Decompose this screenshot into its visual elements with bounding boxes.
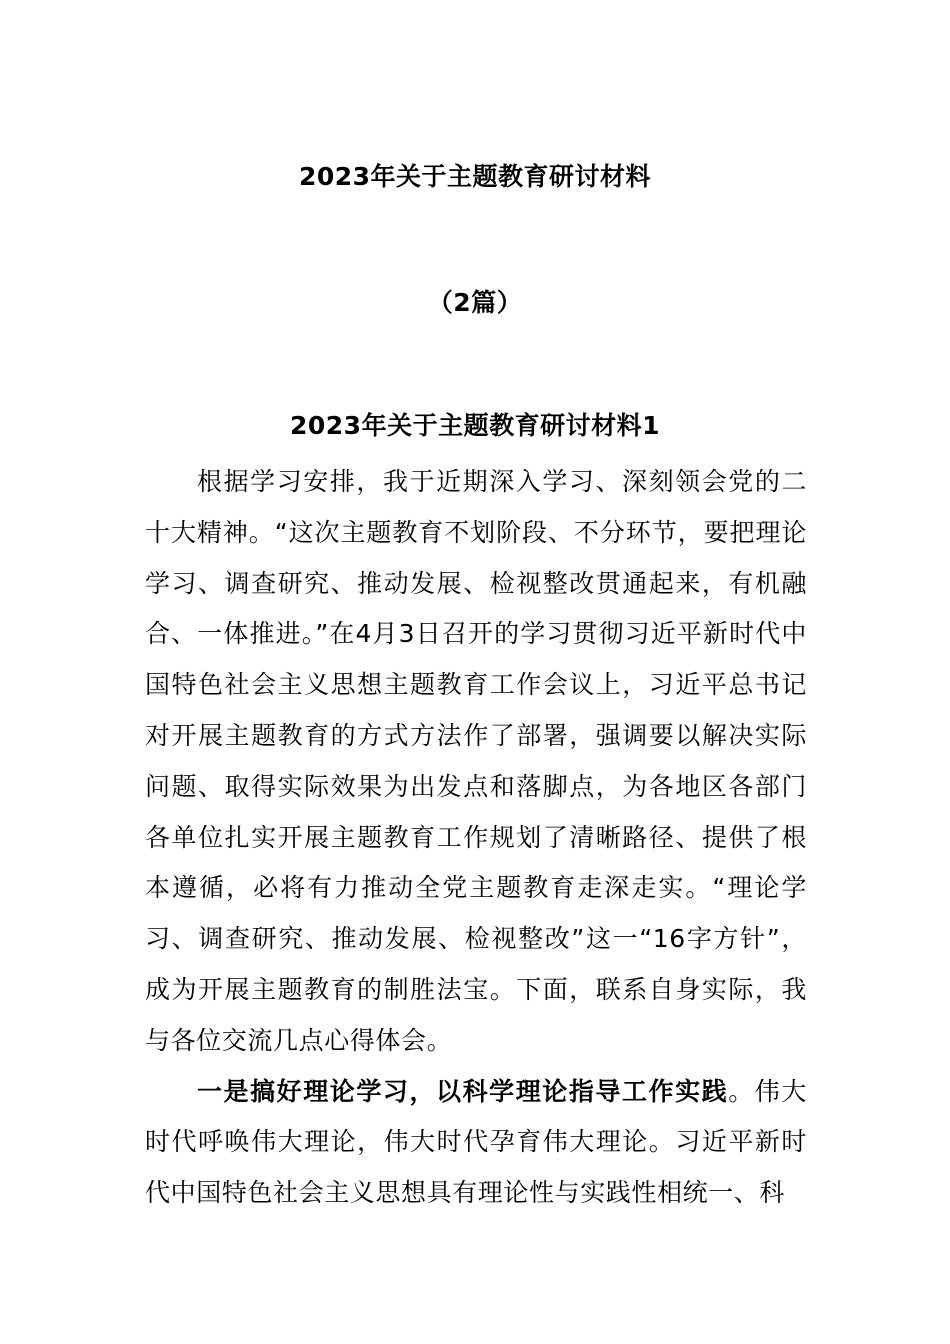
paragraph-lead-heading: 一是搞好理论学习，以科学理论指导工作实践	[197, 1076, 729, 1106]
paragraph-text: 根据学习安排，我于近期深入学习、深刻领会党的二十大精神。“这次主题教育不划阶段、不分环节，要把理论学习、调查研究、推动发展、检视整改贯通起来，有机融合、一体推进。”在4月3日召开的学习贯彻习近平新时代中国特色社会主义思想主题教育工作会议上，习近平总书记对开展主题教育的方式方法作了部署，强调要以解决实际问题、取得实际效果为出发点和落脚点，为各地区各部门各单位扎实开展主题教育工作规划了清晰路径、提供了根本遵循，必将有力推动全党主题教育走深走实。“理论学习、调查研究、推动发展、检视整改”这一“16字方针”，成为开展主题教育的制胜法宝。下面，联系自身实际，我与各位交流几点心得体会。	[145, 467, 807, 1055]
paragraph	[145, 1067, 807, 1219]
section-title: 2023年关于主题教育研讨材料1	[290, 411, 660, 440]
paragraph-text: 。伟大时代呼唤伟大理论，伟大时代孕育伟大理论。习近平新时代中国特色社会主义思想具有理论性与实践性相统一、科	[145, 1076, 807, 1208]
document-body	[145, 457, 807, 1219]
paragraph	[145, 457, 807, 1067]
document-title: 2023年关于主题教育研讨材料	[298, 162, 652, 191]
document-subtitle: （2篇）	[427, 288, 523, 317]
